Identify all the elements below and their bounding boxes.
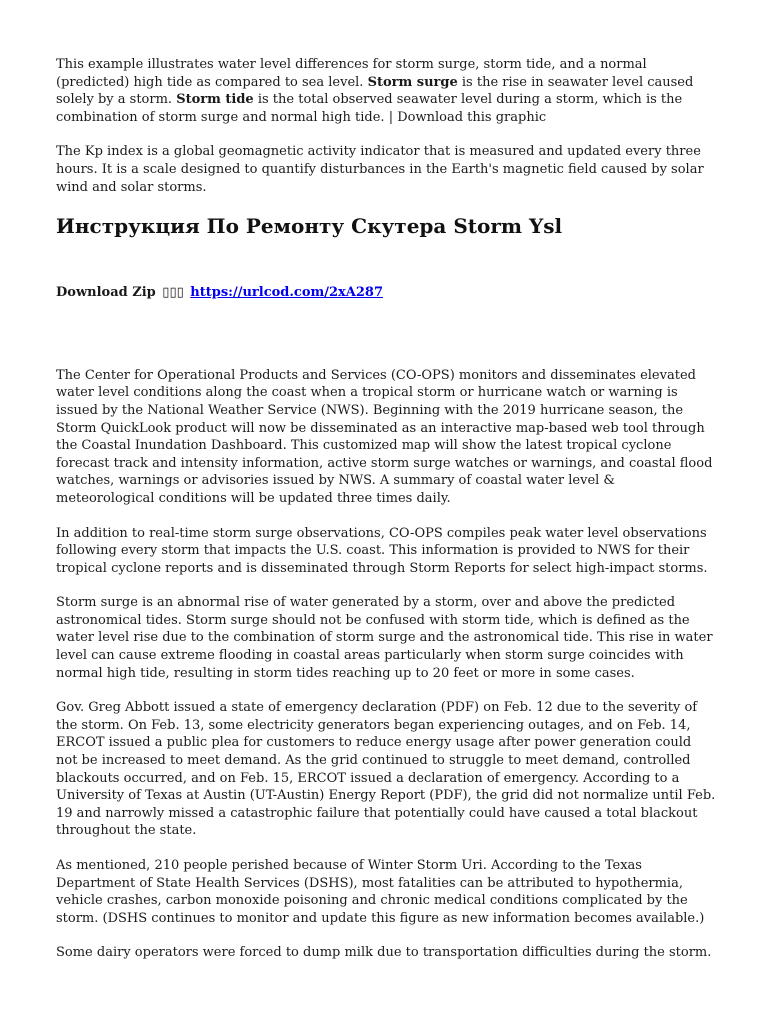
storm-surge-term: Storm surge [367,74,458,90]
download-link[interactable]: https://urlcod.com/2xA287 [190,285,384,301]
intro-paragraph-1 [56,56,716,126]
download-line [56,284,716,302]
body-paragraph: Gov. Greg Abbott issued a state of emergency declaration (PDF) on Feb. 12 due to the severity of the storm. On Feb. 13, some electricity generators began experiencing outages, and on Feb. 14, ERCOT issued a public plea for customers to reduce energy usage after power generation could not be increased to meet demand. As the grid continued to struggle to meet demand, controlled blackouts occurred, and on Feb. 15, ERCOT issued a declaration of emergency. According to a University of Texas at Austin (UT-Austin) Energy Report (PDF), the grid did not normalize until Feb. 19 and narrowly missed a catastrophic failure that potentially could have caused a total blackout throughout the state. [56,700,716,839]
arrow-glyphs-icon: ▯▯▯ [162,285,184,301]
body-paragraph: Storm surge is an abnormal rise of water generated by a storm, over and above the predicted astronomical tides. Storm surge should not be confused with storm tide, which is defined as the water level rise due to the combination of storm surge and the astronomical tide. This rise in water level can cause extreme flooding in coastal areas particularly when storm surge coincides with normal high tide, resulting in storm tides reaching up to 20 feet or more in some cases. [56,595,713,681]
intro-text-1: This example illustrates water level differences for storm surge, storm tide, and a normal (predicted) high tide as compared to sea level. [56,57,647,90]
page-title: Инструкция По Ремонту Скутера Storm Ysl [56,214,563,239]
body-paragraph: Some dairy operators were forced to dump milk due to transportation difficulties during the storm. [56,945,712,961]
download-label: Download Zip [56,285,156,301]
body-paragraph: As mentioned, 210 people perished because of Winter Storm Uri. According to the Texas Department of State Health Services (DSHS), most fatalities can be attributed to hypothermia, vehicle crashes, carbon monoxide poisoning and chronic medical conditions complicated by the storm. (DSHS continues to monitor and update this figure as new information becomes available.) [56,858,705,926]
intro-text-2: is the rise in seawater level caused solely by a storm. [56,74,694,108]
document-page [56,56,716,979]
intro-text-3: is the total observed seawater level during a storm, which is the combination of storm surge and normal high tide. | Download this graphic [56,92,683,125]
body-paragraph: In addition to real-time storm surge observations, CO-OPS compiles peak water level observations following every storm that impacts the U.S. coast. This information is provided to NWS for their tropical cyclone reports and is disseminated through Storm Reports for select high-impact storms. [56,525,708,576]
intro-paragraph-2: The Kp index is a global geomagnetic activity indicator that is measured and updated every three hours. It is a scale designed to quantify disturbances in the Earth's magnetic field caused by solar wind and solar storms. [56,144,704,195]
storm-tide-term: Storm tide [176,92,254,108]
body-paragraph: The Center for Operational Products and Services (CO-OPS) monitors and disseminates elevated water level conditions along the coast when a tropical storm or hurricane watch or warning is issued by the National Weather Service (NWS). Beginning with the 2019 hurricane season, the Storm QuickLook product will now be disseminated as an interactive map-based web tool through the Coastal Inundation Dashboard. This customized map will show the latest tropical cyclone forecast track and intensity information, active storm surge watches or warnings, and coastal flood watches, warnings or advisories issued by NWS. A summary of coastal water level & meteorological conditions will be updated three times daily. [56,367,713,506]
